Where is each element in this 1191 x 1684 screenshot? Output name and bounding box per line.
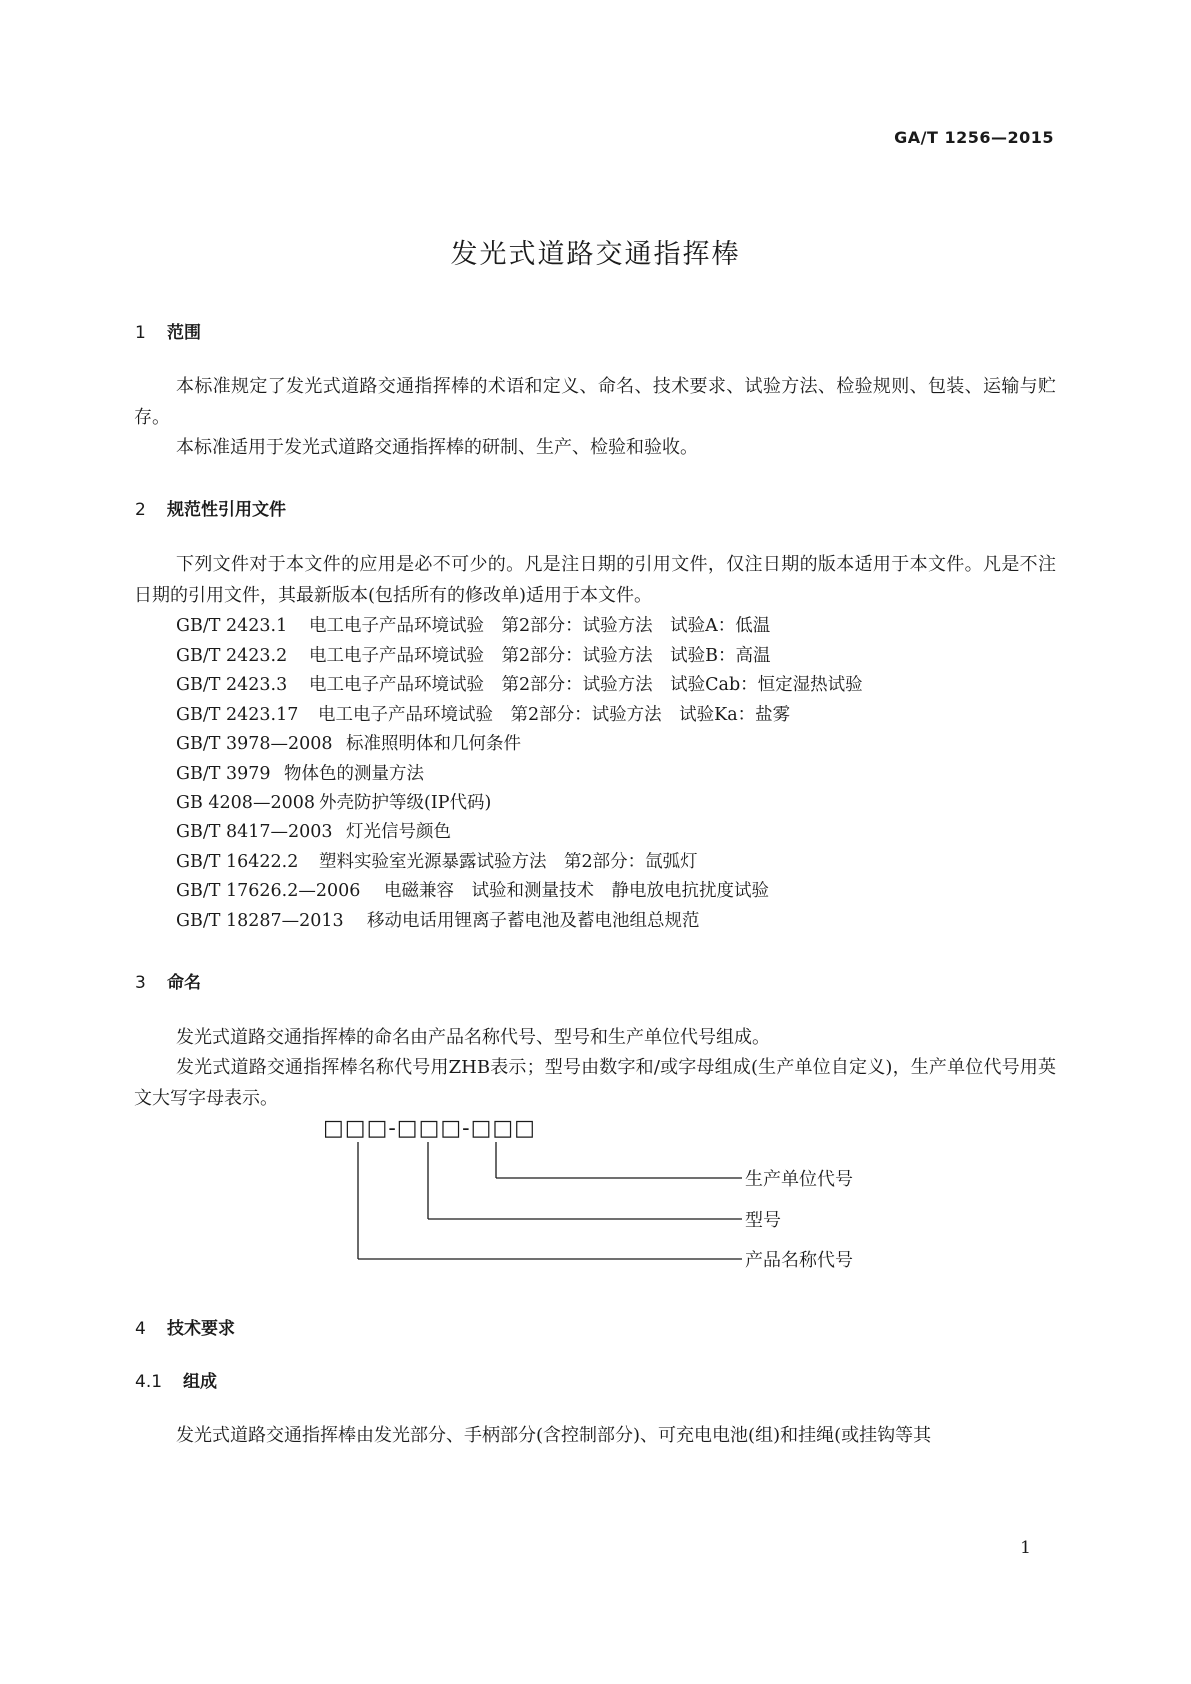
section-title: 命名 [167, 973, 201, 993]
reference-item: GB/T 8417—2003 灯光信号颜色 [176, 822, 451, 842]
reference-item: GB/T 18287—2013 移动电话用锂离子蓄电池及蓄电池组总规范 [176, 911, 700, 931]
subsection-heading-composition [135, 1367, 217, 1392]
section-number: 1 [135, 323, 146, 343]
naming-paragraph-2: 发光式道路交通指挥棒名称代号用ZHB表示；型号由数字和/或字母组成(生产单位自定义)，生产单位代号用英文大写字母表示。 [134, 1057, 1056, 1109]
subsection-number: 4.1 [135, 1372, 163, 1392]
page-number: 1 [1020, 1538, 1031, 1558]
section-heading-normative-references [135, 495, 286, 520]
section-heading-naming [135, 968, 201, 993]
section-heading-scope [135, 318, 201, 343]
reference-item: GB/T 3978—2008 标准照明体和几何条件 [176, 734, 521, 754]
diagram-label-producer-code: 生产单位代号 [745, 1169, 853, 1190]
scope-paragraph-2: 本标准适用于发光式道路交通指挥棒的研制、生产、检验和验收。 [176, 437, 698, 458]
section-number: 4 [135, 1319, 146, 1339]
standard-code: GA/T 1256—2015 [894, 128, 1054, 147]
section-title: 规范性引用文件 [167, 500, 286, 520]
reference-item: GB/T 2423.3 电工电子产品环境试验 第2部分：试验方法 试验Cab：恒定湿热试验 [176, 675, 863, 695]
reference-item: GB/T 2423.2 电工电子产品环境试验 第2部分：试验方法 试验B：高温 [176, 646, 771, 666]
reference-item: GB/T 2423.1 电工电子产品环境试验 第2部分：试验方法 试验A：低温 [176, 616, 771, 636]
reference-item: GB/T 16422.2 塑料实验室光源暴露试验方法 第2部分：氙弧灯 [176, 852, 698, 872]
document-title: 发光式道路交通指挥棒 [450, 239, 741, 270]
reference-item: GB/T 2423.17 电工电子产品环境试验 第2部分：试验方法 试验Ka：盐雾 [176, 705, 791, 725]
section-title: 技术要求 [167, 1319, 235, 1339]
diagram-label-model: 型号 [745, 1210, 781, 1231]
reference-item: GB/T 3979 物体色的测量方法 [176, 764, 424, 784]
reference-item: GB/T 17626.2—2006 电磁兼容 试验和测量技术 静电放电抗扰度试验 [176, 881, 769, 901]
section-number: 3 [135, 973, 146, 993]
naming-paragraph-1: 发光式道路交通指挥棒的命名由产品名称代号、型号和生产单位代号组成。 [176, 1027, 770, 1048]
reference-item: GB 4208—2008 外壳防护等级(IP代码) [176, 793, 492, 813]
diagram-label-product-code: 产品名称代号 [745, 1250, 853, 1271]
section-heading-technical-requirements [135, 1314, 235, 1339]
naming-connector-lines [358, 1142, 742, 1259]
subsection-title: 组成 [183, 1372, 217, 1392]
section-title: 范围 [167, 323, 201, 343]
scope-paragraph-1: 本标准规定了发光式道路交通指挥棒的术语和定义、命名、技术要求、试验方法、检验规则、包装、运输与贮存。 [134, 376, 1056, 428]
section-number: 2 [135, 500, 146, 520]
composition-paragraph: 发光式道路交通指挥棒由发光部分、手柄部分(含控制部分)、可充电电池(组)和挂绳(或挂钩等其 [176, 1425, 932, 1446]
references-intro: 下列文件对于本文件的应用是必不可少的。凡是注日期的引用文件，仅注日期的版本适用于本文件。凡是不注日期的引用文件，其最新版本(包括所有的修改单)适用于本文件。 [134, 554, 1056, 606]
naming-pattern: □□□-□□□-□□□ [323, 1116, 536, 1141]
